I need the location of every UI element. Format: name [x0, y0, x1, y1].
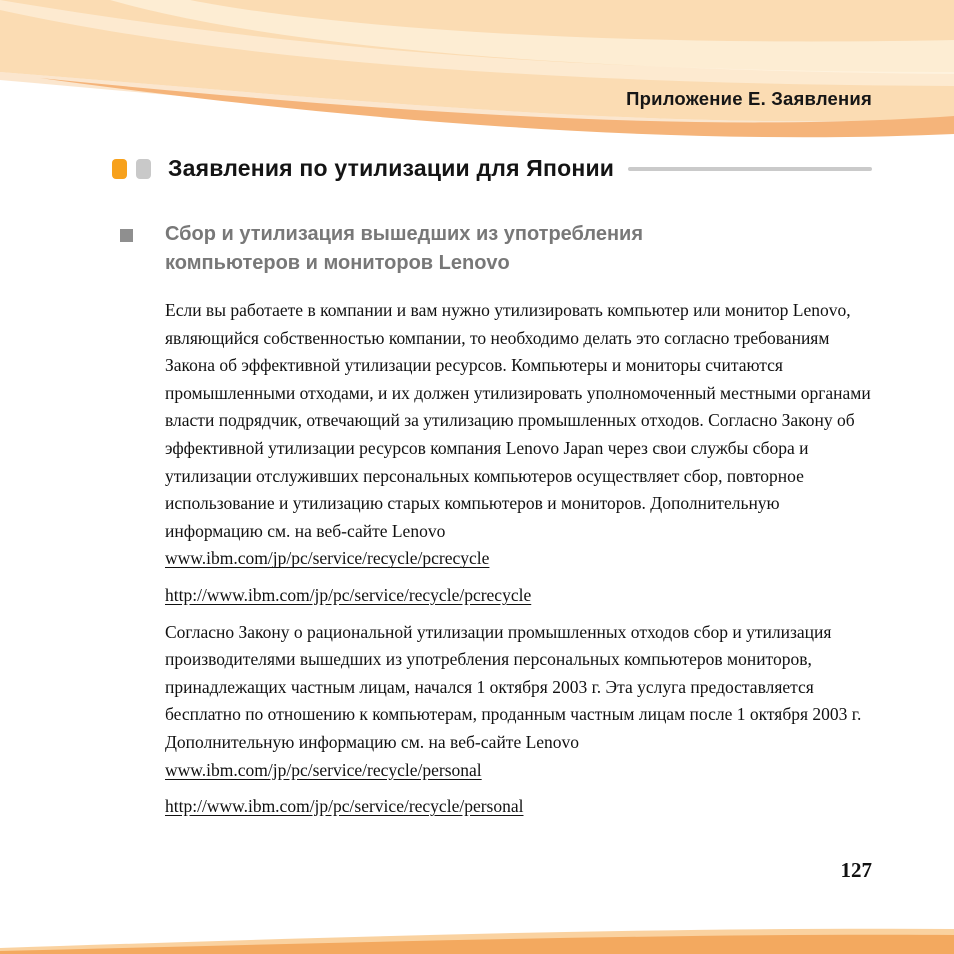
- link-personal-full[interactable]: http://www.ibm.com/jp/pc/service/recycle/personal: [165, 796, 524, 817]
- page-title: Заявления по утилизации для Японии: [168, 155, 615, 181]
- page-title-row: [112, 155, 872, 182]
- bottom-swoosh-graphic: [0, 918, 954, 954]
- section-heading: Сбор и утилизация вышедших из употребления компьютеров и мониторов Lenovo: [165, 223, 644, 274]
- link-line: [165, 793, 872, 821]
- paragraph-text: Согласно Закону о рациональной утилизации промышленных отходов сбор и утилизация производителями вышедших из употребления персональных компьютеров мониторов, принадлежащих частным лицам, начался 1 октября 2003 г. Эта услуга предоставляется бесплатно по отношению к компьютерам, проданным частным лицам после 1 октября 2003 г. Дополнительную информацию см. на веб-сайте Lenovo: [165, 621, 862, 752]
- page-number: 127: [840, 858, 872, 882]
- breadcrumb: Приложение Е. Заявления: [626, 88, 872, 109]
- link-pcrecycle-short[interactable]: www.ibm.com/jp/pc/service/recycle/pcrecycle: [165, 548, 490, 569]
- link-personal-short[interactable]: www.ibm.com/jp/pc/service/recycle/personal: [165, 759, 482, 780]
- title-square-orange: [112, 159, 127, 179]
- paragraph-recycle-personal: [165, 619, 872, 785]
- title-square-gray: [136, 159, 151, 179]
- link-line: [165, 582, 872, 610]
- top-swoosh-graphic: [0, 0, 954, 140]
- paragraph-recycle-corporate: [165, 297, 872, 573]
- section-bullet-square: [120, 229, 133, 242]
- paragraph-text: Если вы работаете в компании и вам нужно утилизировать компьютер или монитор Lenovo, являющийся собственностью компании, то необходимо делать это согласно требованиям Закона об эффективной утилизации ресурсов. Компьютеры и мониторы считаются промышленными отходами, и их должен утилизировать уполномоченный местными органами власти подрядчик, отвечающий за утилизацию промышленных отходов. Согласно Закону об эффективной утилизации ресурсов компания Lenovo Japan через свои службы сбора и утилизации отслуживших персональных компьютеров осуществляет сбор, повторное использование и утилизацию старых компьютеров и мониторов. Дополнительную информацию см. на веб-сайте Lenovo: [165, 300, 871, 541]
- link-pcrecycle-full[interactable]: http://www.ibm.com/jp/pc/service/recycle/pcrecycle: [165, 584, 532, 605]
- body-text-column: [165, 297, 872, 830]
- title-rule: [628, 167, 872, 171]
